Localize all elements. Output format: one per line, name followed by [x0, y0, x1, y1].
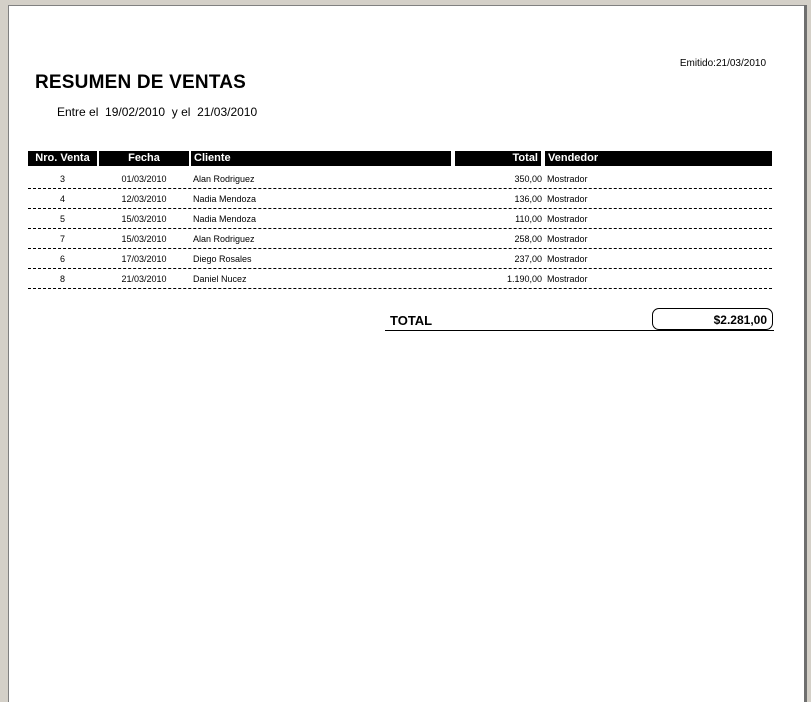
cell-nro-venta: 5 — [59, 214, 65, 224]
total-underline — [385, 330, 774, 331]
cell-cliente: Alan Rodriguez — [193, 174, 255, 184]
cell-vendedor: Mostrador — [547, 254, 588, 264]
table-row — [28, 189, 772, 209]
header-nro-venta: Nro. Venta — [28, 151, 97, 166]
cell-fecha: 15/03/2010 — [121, 234, 167, 244]
header-vendedor: Vendedor — [545, 151, 772, 166]
cell-cliente: Nadia Mendoza — [193, 194, 257, 204]
cell-fecha: 01/03/2010 — [121, 174, 167, 184]
report-page[interactable] — [8, 5, 804, 702]
cell-total: 1.190,00 — [506, 274, 542, 284]
table-row — [28, 249, 772, 269]
cell-nro-venta: 3 — [59, 174, 65, 184]
cell-vendedor: Mostrador — [547, 174, 588, 184]
table-row — [28, 169, 772, 189]
cell-vendedor: Mostrador — [547, 234, 588, 244]
cell-total: 258,00 — [514, 234, 542, 244]
cell-fecha: 17/03/2010 — [121, 254, 167, 264]
report-title: RESUMEN DE VENTAS — [35, 72, 247, 93]
cell-vendedor: Mostrador — [547, 214, 588, 224]
header-cliente: Cliente — [191, 151, 451, 166]
cell-cliente: Daniel Nucez — [193, 274, 247, 284]
table-row — [28, 229, 772, 249]
cell-fecha: 15/03/2010 — [121, 214, 167, 224]
total-label: TOTAL — [390, 313, 433, 328]
total-value: $2.281,00 — [652, 308, 773, 330]
cell-nro-venta: 6 — [59, 254, 65, 264]
cell-vendedor: Mostrador — [547, 274, 588, 284]
header-fecha: Fecha — [99, 151, 189, 166]
cell-total: 237,00 — [514, 254, 542, 264]
cell-nro-venta: 4 — [59, 194, 65, 204]
table-row — [28, 209, 772, 229]
cell-cliente: Nadia Mendoza — [193, 214, 257, 224]
cell-nro-venta: 7 — [59, 234, 65, 244]
date-range: Entre el 19/02/2010 y el 21/03/2010 — [57, 105, 258, 119]
sales-table-body — [28, 169, 772, 289]
issue-date: Emitido:21/03/2010 — [679, 58, 766, 69]
cell-fecha: 21/03/2010 — [121, 274, 167, 284]
table-row — [28, 269, 772, 289]
cell-total: 136,00 — [514, 194, 542, 204]
cell-cliente: Alan Rodriguez — [193, 234, 255, 244]
cell-fecha: 12/03/2010 — [121, 194, 167, 204]
cell-nro-venta: 8 — [59, 274, 65, 284]
cell-vendedor: Mostrador — [547, 194, 588, 204]
cell-cliente: Diego Rosales — [193, 254, 252, 264]
header-total: Total — [455, 151, 541, 166]
cell-total: 350,00 — [514, 174, 542, 184]
cell-total: 110,00 — [515, 214, 542, 224]
